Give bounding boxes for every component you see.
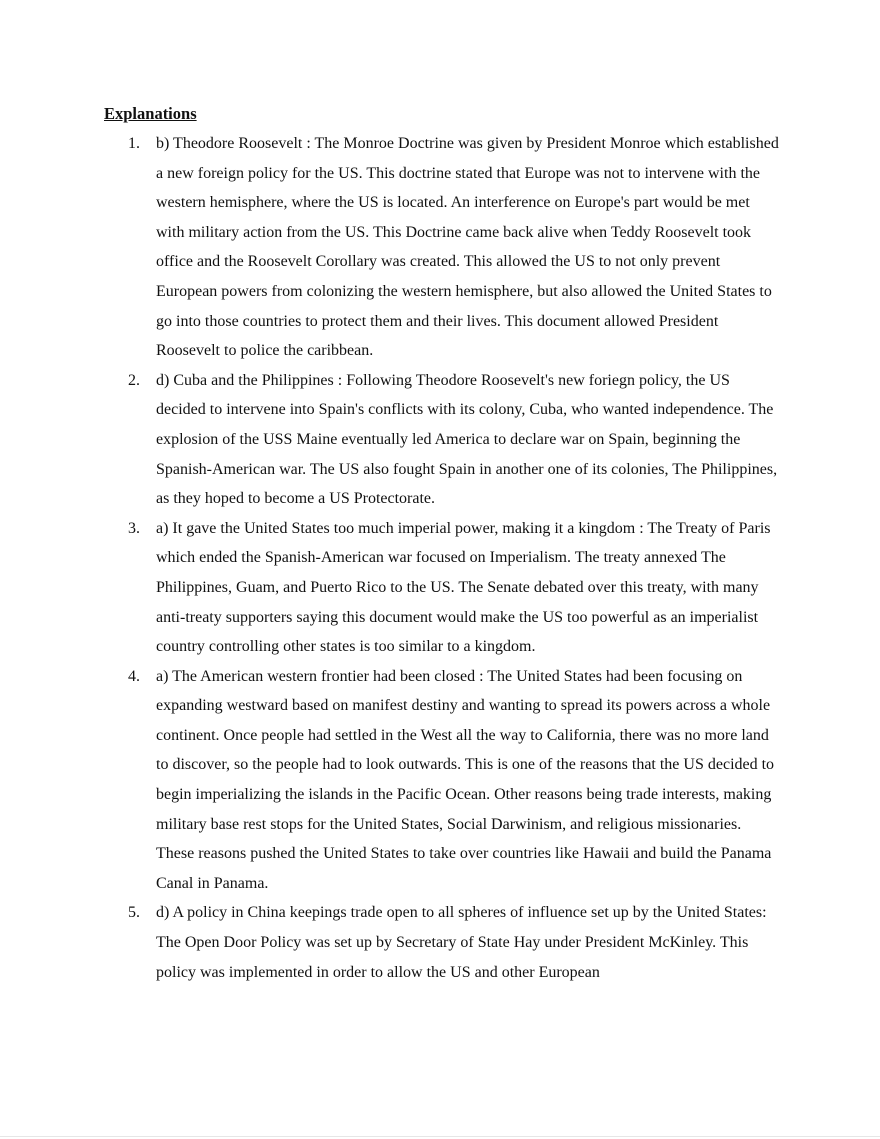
list-item-number: 1. xyxy=(128,135,140,152)
list-item-text: a) It gave the United States too much imperial power, making it a kingdom : The Treaty of Paris which ended the Spanish-American war focused on Imperialism. The treaty annexed The Philippines, Guam, and Puerto Rico to the US. The Senate debated over this treaty, with many anti-treaty supporters saying this document would make the US too powerful as an imperialist country controlling other states is too similar to a kingdom. xyxy=(156,519,771,656)
explanations-list xyxy=(128,129,780,987)
list-item-text: d) A policy in China keepings trade open to all spheres of influence set up by the United States: The Open Door Policy was set up by Secretary of State Hay under President McKinley. This policy was implemented in order to allow the US and other European xyxy=(156,904,767,981)
section-heading: Explanations xyxy=(104,104,197,123)
list-item xyxy=(128,129,780,366)
list-item-number: 4. xyxy=(128,667,140,685)
list-item-number: 3. xyxy=(128,519,140,537)
list-item xyxy=(128,366,780,514)
list-item-number: 2. xyxy=(128,371,140,389)
list-item-number: 5. xyxy=(128,904,140,922)
list-item-text: d) Cuba and the Philippines : Following Theodore Roosevelt's new foriegn policy, the US decided to intervene into Spain's conflicts with its colony, Cuba, who wanted independence. The explosion of the USS Maine eventually led America to declare war on Spain, beginning the Spanish-American war. The US also fought Spain in another one of its colonies, The Philippines, as they hoped to become a US Protectorate. xyxy=(156,371,778,508)
list-item-text: a) The American western frontier had been closed : The United States had been focusing on expanding westward based on manifest destiny and wanting to spread its powers across a whole continent. Once people had settled in the West all the way to California, there was no more land to discover, so the people had to look outwards. This is one of the reasons that the US decided to begin imperializing the islands in the Pacific Ocean. Other reasons being trade interests, making military base rest stops for the United States, Social Darwinism, and religious missionaries. These reasons pushed the United States to take over countries like Hawaii and build the Panama Canal in Panama. xyxy=(156,667,775,892)
list-item xyxy=(128,514,780,662)
list-item-text: b) Theodore Roosevelt : The Monroe Doctrine was given by President Monroe which established a new foreign policy for the US. This doctrine stated that Europe was not to intervene with the western hemisphere, where the US is located. An interference on Europe's part would be met with military action from the US. This Doctrine came back alive when Teddy Roosevelt took office and the Roosevelt Corollary was created. This allowed the US to not only prevent European powers from colonizing the western hemisphere, but also allowed the United States to go into those countries to protect them and their lives. This document allowed President Roosevelt to police the caribbean. xyxy=(156,135,779,360)
list-item xyxy=(128,898,780,987)
page-bottom-edge xyxy=(0,1136,880,1137)
list-item xyxy=(128,662,780,899)
